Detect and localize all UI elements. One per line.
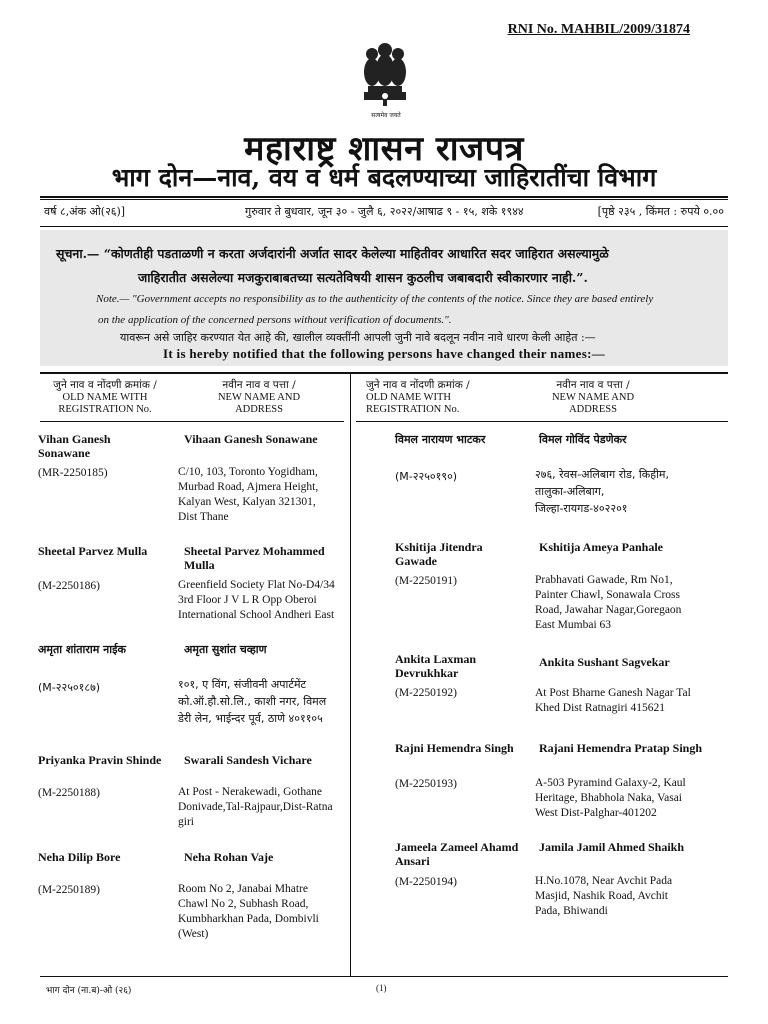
emblem-motto: सत्यमेव जयते <box>371 112 401 119</box>
registration-number: (M-2250191) <box>395 575 457 587</box>
header-new-name-right: नवीन नाव व पत्ता / NEW NAME AND ADDRESS <box>551 379 635 415</box>
registration-number: (M-2250194) <box>395 876 457 888</box>
address: Greenfield Society Flat No-D4/34 3rd Floor J V L R Opp Oberoi International School Andheri East <box>178 579 335 621</box>
old-name: Vihan Ganesh Sonawane <box>38 432 111 460</box>
marathi-declaration: यावरून असे जाहिर करण्यात येत आहे की, खालील व्यक्तींनी आपली जुनी नावे बदलून नवीन नावे धारण केली आहेत :— <box>120 331 596 344</box>
old-name: विमल नारायण भाटकर <box>395 433 486 446</box>
divider <box>40 226 728 227</box>
header-old-name-left: जुने नाव व नोंदणी क्रमांक / OLD NAME WITH REGISTRATION No. <box>53 379 157 415</box>
divider <box>40 199 728 200</box>
column-divider <box>350 374 351 977</box>
address: A-503 Pyramind Galaxy-2, Kaul Heritage, Bhabhola Naka, Vasai West Dist-Palghar-401202 <box>535 777 686 819</box>
new-name: Ankita Sushant Sagvekar <box>539 655 670 669</box>
header-old-name-right: जुने नाव व नोंदणी क्रमांक / OLD NAME WITH REGISTRATION No. <box>366 379 470 415</box>
issue-pages: [पृष्ठे २३५ , किंमत : रुपये ०.०० <box>597 205 724 218</box>
old-name: Sheetal Parvez Mulla <box>38 544 148 558</box>
new-name: अमृता सुशांत चव्हाण <box>184 643 267 656</box>
new-name: Swarali Sandesh Vichare <box>184 753 312 767</box>
registration-number: (M-2250192) <box>395 687 457 699</box>
marathi-notice-line2: जाहिरातीत असलेल्या मजकुराबाबतच्या सत्यतेविषयी शासन कुठलीच जबाबदारी स्वीकारणार नाही.”. <box>138 270 588 285</box>
marathi-notice <box>56 242 716 290</box>
old-name: Neha Dilip Bore <box>38 850 121 864</box>
old-name: Rajni Hemendra Singh <box>395 741 514 755</box>
new-name: Sheetal Parvez Mohammed Mulla <box>184 544 325 572</box>
old-name: Jameela Zameel Ahamd Ansari <box>395 840 519 868</box>
english-notice <box>96 289 726 331</box>
address: H.No.1078, Near Avchit Pada Masjid, Nashik Road, Avchit Pada, Bhiwandi <box>535 875 673 917</box>
registration-number: (M-२२५०१८७) <box>38 681 101 694</box>
address: १०१, ए विंग, संजीवनी अपार्टमेंट को.ऑ.हौ.सो.लि., काशी नगर, विमल डेरी लेन, भाईन्दर पूर्व, ठाणे ४०११०५ <box>178 678 327 725</box>
registration-number: (M-२२५०१९०) <box>395 470 458 483</box>
issue-line <box>40 204 728 224</box>
issue-volume: वर्ष ८,अंक ओ(२६)] <box>44 205 126 218</box>
new-name: Rajani Hemendra Pratap Singh <box>539 741 703 755</box>
new-name: विमल गोविंद पेडणेकर <box>539 433 627 446</box>
address: Prabhavati Gawade, Rm No1, Painter Chawl, Sonawala Cross Road, Jawahar Nagar,Goregaon East Mumbai 63 <box>535 574 682 631</box>
gazette-subtitle: भाग दोन—नाव, वय व धर्म बदलण्याच्या जाहिरातींचा विभाग <box>111 163 657 192</box>
english-notice-line2: on the application of the concerned persons without verification of documents.". <box>98 314 452 326</box>
header-rule <box>40 421 344 422</box>
footer-rule <box>40 976 728 977</box>
national-emblem-icon <box>350 30 420 120</box>
old-name: अमृता शांताराम नाईक <box>38 643 126 656</box>
old-name: Priyanka Pravin Shinde <box>38 753 162 767</box>
gazette-title: महाराष्ट्र शासन राजपत्र <box>244 129 524 169</box>
address: C/10, 103, Toronto Yogidham, Murbad Road, Ajmera Height, Kalyan West, Kalyan 321301, Dist Thane <box>178 466 319 523</box>
rni-number: RNI No. MAHBIL/2009/31874 <box>507 22 690 37</box>
header-rule <box>356 421 728 422</box>
address: At Post - Nerakewadi, Gothane Donivade,Tal-Rajpaur,Dist-Ratna giri <box>178 786 333 828</box>
english-notice-line1: Note.— "Government accepts no responsibility as to the authenticity of the contents of the notice. Since they are based entirely <box>96 293 654 305</box>
registration-number: (M-2250189) <box>38 884 100 896</box>
registration-number: (M-2250186) <box>38 580 100 592</box>
header-new-name-left: नवीन नाव व पत्ता / NEW NAME AND ADDRESS <box>217 379 301 415</box>
divider <box>40 372 728 374</box>
address: At Post Bharne Ganesh Nagar Tal Khed Dist Ratnagiri 415621 <box>535 687 691 714</box>
new-name: Vihaan Ganesh Sonawane <box>184 432 318 446</box>
page-number: (1) <box>376 983 387 993</box>
issue-dates: गुरुवार ते बुधवार, जून ३० - जुलै ६, २०२२/आषाढ ९ - १५, शके १९४४ <box>245 205 524 218</box>
address: २७६, रेवस-अलिबाग रोड, किहीम, तालुका-अलिबाग, जिल्हा-रायगड-४०२२०१ <box>535 468 669 515</box>
new-name: Kshitija Ameya Panhale <box>539 540 664 554</box>
old-name: Ankita Laxman Devrukhkar <box>395 652 477 680</box>
new-name: Jamila Jamil Ahmed Shaikh <box>539 840 685 854</box>
old-name: Kshitija Jitendra Gawade <box>395 540 483 568</box>
registration-number: (M-2250193) <box>395 778 457 790</box>
new-name: Neha Rohan Vaje <box>184 850 274 864</box>
registration-number: (MR-2250185) <box>38 467 108 479</box>
marathi-notice-line1: सूचना.— “कोणतीही पडताळणी न करता अर्जदारांनी अर्जात सादर केलेल्या माहितीवर आधारित सदर जाहिरात असल्यामुळे <box>56 246 609 261</box>
divider <box>40 196 728 198</box>
footer-part: भाग दोन (ना.ब)-ओ (२६) <box>46 986 132 996</box>
registration-number: (M-2250188) <box>38 787 100 799</box>
english-declaration: It is hereby notified that the following persons have changed their names:— <box>163 346 605 361</box>
address: Room No 2, Janabai Mhatre Chawl No 2, Subhash Road, Kumbharkhan Pada, Dombivli (West) <box>178 883 319 940</box>
